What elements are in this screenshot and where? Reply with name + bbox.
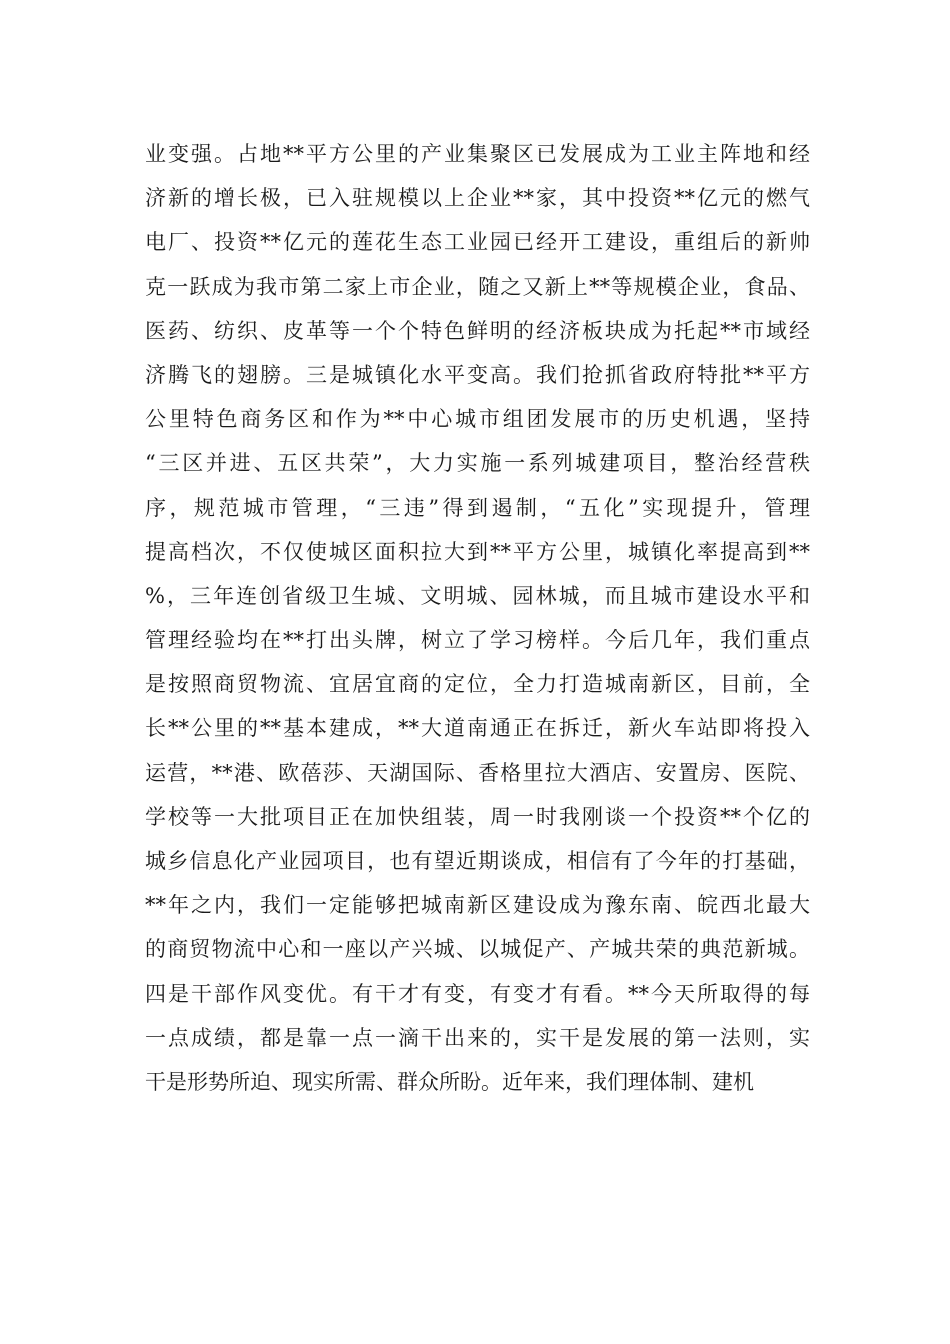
text-line: 济腾飞的翅膀。三是城镇化水平变高。我们抢抓省政府特批**平方 bbox=[145, 362, 810, 387]
text-line: %，三年连创省级卫生城、文明城、园林城，而且城市建设水平和 bbox=[145, 583, 810, 608]
text-line: 济新的增长极，已入驻规模以上企业**家，其中投资**亿元的燃气 bbox=[145, 186, 810, 211]
body-text bbox=[145, 132, 810, 1104]
text-line: **年之内，我们一定能够把城南新区建设成为豫东南、皖西北最大 bbox=[145, 893, 810, 918]
text-line: 学校等一大批项目正在加快组装，周一时我刚谈一个投资**个亿的 bbox=[145, 804, 810, 829]
text-line: 运营，**港、欧蓓莎、天湖国际、香格里拉大酒店、安置房、医院、 bbox=[145, 760, 810, 785]
text-line: 长**公里的**基本建成，**大道南通正在拆迁，新火车站即将投入 bbox=[145, 716, 810, 741]
text-line: 是按照商贸物流、宜居宜商的定位，全力打造城南新区，目前，全 bbox=[145, 672, 810, 697]
text-line: 医药、纺织、皮革等一个个特色鲜明的经济板块成为托起**市域经 bbox=[145, 318, 810, 343]
text-line: 城乡信息化产业园项目，也有望近期谈成，相信有了今年的打基础， bbox=[145, 849, 810, 873]
text-line: 提高档次，不仅使城区面积拉大到**平方公里，城镇化率提高到** bbox=[145, 539, 810, 564]
text-line: 克一跃成为我市第二家上市企业，随之又新上**等规模企业，食品、 bbox=[145, 274, 810, 299]
text-line: 四是干部作风变优。有干才有变，有变才有看。**今天所取得的每 bbox=[145, 981, 810, 1006]
text-line: 一点成绩，都是靠一点一滴干出来的，实干是发展的第一法则，实 bbox=[145, 1025, 810, 1050]
text-line: 业变强。占地**平方公里的产业集聚区已发展成为工业主阵地和经 bbox=[145, 142, 810, 166]
text-line: 的商贸物流中心和一座以产兴城、以城促产、产城共荣的典范新城。 bbox=[145, 937, 810, 962]
text-line: 公里特色商务区和作为**中心城市组团发展市的历史机遇，坚持 bbox=[145, 407, 810, 432]
text-line: 干是形势所迫、现实所需、群众所盼。近年来，我们理体制、建机 bbox=[145, 1069, 754, 1094]
text-line: 电厂、投资**亿元的莲花生态工业园已经开工建设，重组后的新帅 bbox=[145, 230, 810, 255]
text-line: 管理经验均在**打出头牌，树立了学习榜样。今后几年，我们重点 bbox=[145, 628, 810, 653]
text-line: “三区并进、五区共荣”，大力实施一系列城建项目，整治经营秩 bbox=[145, 451, 810, 476]
text-line: 序，规范城市管理，“三违”得到遏制，“五化”实现提升，管理 bbox=[145, 495, 810, 520]
